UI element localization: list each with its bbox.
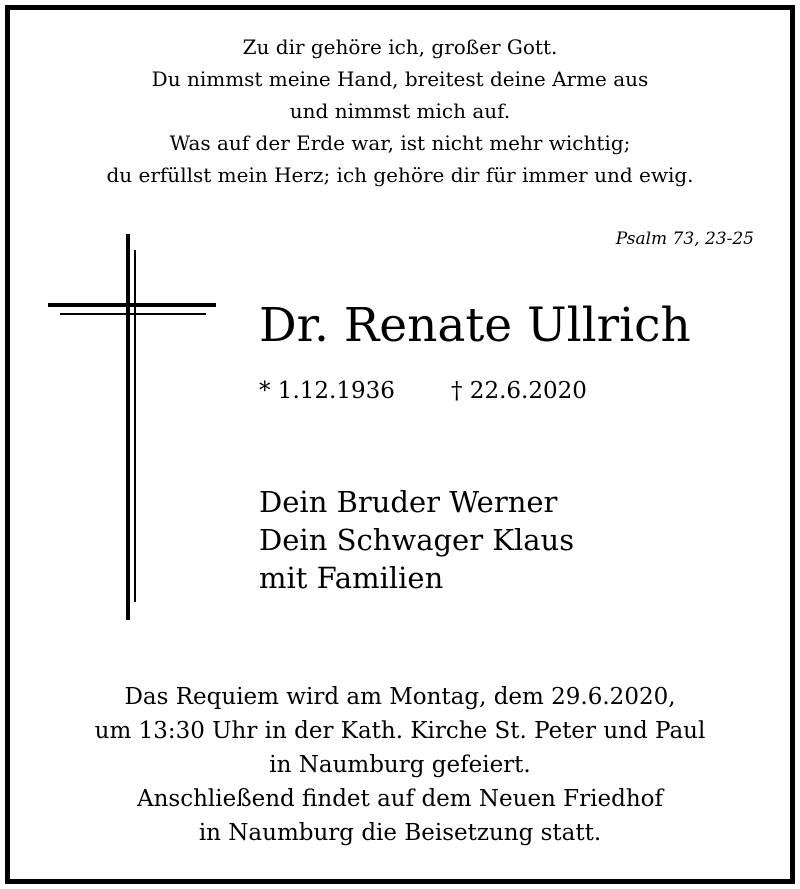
service-line: in Naumburg die Beisetzung statt.	[198, 820, 602, 846]
psalm-line: und nimmst mich auf.	[289, 99, 511, 123]
birth-date: * 1.12.1936	[259, 378, 395, 404]
psalm-line: Zu dir gehöre ich, großer Gott.	[242, 35, 558, 59]
mourner-line: Dein Bruder Werner	[259, 485, 558, 519]
service-announcement	[0, 680, 800, 850]
service-line: Das Requiem wird am Montag, dem 29.6.2020,	[124, 684, 676, 710]
psalm-line: Du nimmst meine Hand, breitest deine Arme aus	[151, 67, 649, 91]
death-date: † 22.6.2020	[451, 378, 587, 404]
mourner-line: Dein Schwager Klaus	[259, 523, 575, 557]
deceased-name: Dr. Renate Ullrich	[259, 298, 691, 353]
cross-icon	[46, 234, 216, 620]
psalm-reference: Psalm 73, 23-25	[615, 229, 754, 249]
service-line: Anschließend findet auf dem Neuen Friedhof	[136, 786, 663, 812]
service-line: um 13:30 Uhr in der Kath. Kirche St. Peter und Paul	[94, 718, 706, 744]
service-line: in Naumburg gefeiert.	[269, 752, 531, 778]
mourners-list	[259, 483, 574, 597]
mourner-line: mit Familien	[259, 561, 444, 595]
life-dates	[259, 375, 587, 407]
psalm-line: Was auf der Erde war, ist nicht mehr wichtig;	[169, 131, 631, 155]
psalm-line: du erfüllst mein Herz; ich gehöre dir für immer und ewig.	[106, 163, 694, 187]
psalm-quote	[0, 31, 800, 191]
